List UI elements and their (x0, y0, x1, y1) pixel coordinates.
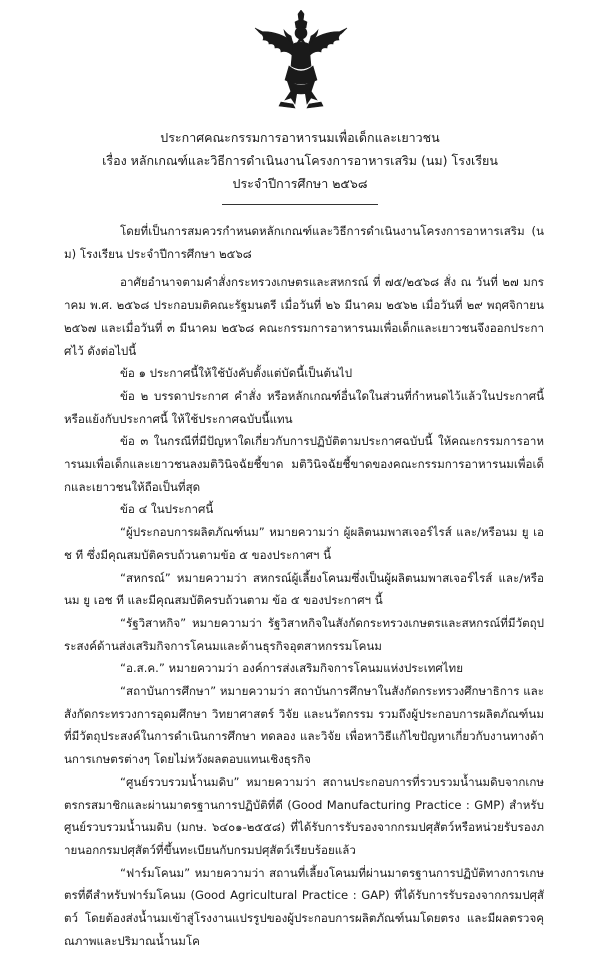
preamble-paragraph: โดยที่เป็นการสมควรกำหนดหลักเกณฑ์และวิธีการดำเนินงานโครงการอาหารเสริม (นม) โรงเรียน ประจำปีการศึกษา ๒๕๖๘ (64, 224, 544, 261)
title-academic-year: ประจำปีการศึกษา ๒๕๖๘ (232, 176, 368, 191)
title-issuer: ประกาศคณะกรรมการอาหารนมเพื่อเด็กและเยาวชน (160, 130, 440, 145)
title-subject: เรื่อง หลักเกณฑ์และวิธีการดำเนินงานโครงการอาหารเสริม (นม) โรงเรียน (102, 153, 498, 168)
definition-dpo: “อ.ส.ค.” หมายความว่า องค์การส่งเสริมกิจการโคนมแห่งประเทศไทย (120, 661, 463, 676)
authority-paragraph: อาศัยอำนาจตามคำสั่งกระทรวงเกษตรและสหกรณ์ ที่ ๗๕/๒๕๖๘ สั่ง ณ วันที่ ๒๗ มกราคม พ.ศ. ๒๕๖๘ ประกอบมติคณะรัฐมนตรี เมื่อวันที่ ๒๖ มีนาคม ๒๕๖๒ เมื่อวันที่ ๒๙ พฤศจิกายน ๒๕๖๗ และเมื่อวันที่ ๓ มีนาคม ๒๕๖๘ คณะกรรมการอาหารนมเพื่อเด็กและเยาวชนจึงออกประกาศไว้ ดังต่อไปนี้ (64, 275, 544, 358)
clause-2: ข้อ ๒ บรรดาประกาศ คำสั่ง หรือหลักเกณฑ์อื่นใดในส่วนที่กำหนดไว้แล้วในประกาศนี้ หรือแย้งกับประกาศนี้ ให้ใช้ประกาศฉบับนี้แทน (64, 388, 544, 426)
definition-dairy-farm: “ฟาร์มโคนม” หมายความว่า สถานที่เลี้ยงโคนมที่ผ่านมาตรฐานการปฏิบัติทางการเกษตรที่ดีสำหรับฟาร์มโคนม (Good Agricultural Practice : GAP) ที่ได้รับการรับรองจากกรมปศุสัตว์ โดยต้องส่งน้ำนมเข้าสู่โรงงานแปรรูปของผู้ประกอบการผลิตภัณฑ์นมโดยตรง และมีผลตรวจคุณภาพและปริมาณน้ำนมโค (64, 865, 544, 948)
title-divider (222, 204, 378, 205)
definition-dairy-operator: “ผู้ประกอบการผลิตภัณฑ์นม” หมายความว่า ผู้ผลิตนมพาสเจอร์ไรส์ และ/หรือนม ยู เอช ที ซึ่งมีคุณสมบัติครบถ้วนตามข้อ ๕ ของประกาศฯ นี้ (64, 525, 544, 562)
document-body (64, 214, 544, 953)
clause-3: ข้อ ๓ ในกรณีที่มีปัญหาใดเกี่ยวกับการปฏิบัติตามประกาศฉบับนี้ ให้คณะกรรมการอาหารนมเพื่อเด็กและเยาวชนลงมติวินิจฉัยชี้ขาด มติวินิจฉัยชี้ขาดของคณะกรรมการอาหารนมเพื่อเด็กและเยาวชนให้ถือเป็นที่สุด (64, 434, 544, 494)
definition-cooperative: “สหกรณ์” หมายความว่า สหกรณ์ผู้เลี้ยงโคนมซึ่งเป็นผู้ผลิตนมพาสเจอร์ไรส์ และ/หรือนม ยู เอช ที และมีคุณสมบัติครบถ้วนตาม ข้อ ๕ ของประกาศฯ นี้ (64, 570, 544, 608)
definition-educational-institution: “สถาบันการศึกษา” หมายความว่า สถาบันการศึกษาในสังกัดกระทรวงศึกษาธิการ และสังกัดกระทรวงการอุดมศึกษา วิทยาศาสตร์ วิจัย และนวัตกรรม รวมถึงผู้ประกอบการผลิตภัณฑ์นมที่มีวัตถุประสงค์ในการดำเนินการศึกษา ทดลอง และวิจัย เพื่อหาวิธีแก้ไขปัญหาเกี่ยวกับงานทางด้านการเกษตรต่างๆ โดยไม่หวังผลตอบแทนเชิงธุรกิจ (64, 684, 545, 767)
garuda-emblem-icon (251, 10, 351, 110)
definition-state-enterprise: “รัฐวิสาหกิจ” หมายความว่า รัฐวิสาหกิจในสังกัดกระทรวงเกษตรและสหกรณ์ที่มีวัตถุประสงค์ด้านส่งเสริมกิจการโคนมและด้านธุรกิจอุตสาหกรรมโคนม (64, 615, 544, 653)
clause-4: ข้อ ๔ ในประกาศนี้ (120, 502, 214, 517)
definition-milk-collection-center: “ศูนย์รวบรวมน้ำนมดิบ” หมายความว่า สถานประกอบการที่รวบรวมน้ำนมดิบจากเกษตรกรสมาชิกและผ่านมาตรฐานการปฏิบัติที่ดี (Good Manufacturing Practice : GMP) สำหรับศูนย์รวบรวมน้ำนมดิบ (มกษ. ๖๔๐๑-๒๕๕๘) ที่ได้รับการรับรองจากกรมปศุสัตว์หรือหน่วยรับรองภายนอกกรมปศุสัตว์ที่ขึ้นทะเบียนกับกรมปศุสัตว์เรียบร้อยแล้ว (64, 774, 544, 857)
clause-1: ข้อ ๑ ประกาศนี้ให้ใช้บังคับตั้งแต่บัดนี้เป็นต้นไป (120, 366, 353, 381)
announcement-title (0, 126, 600, 195)
